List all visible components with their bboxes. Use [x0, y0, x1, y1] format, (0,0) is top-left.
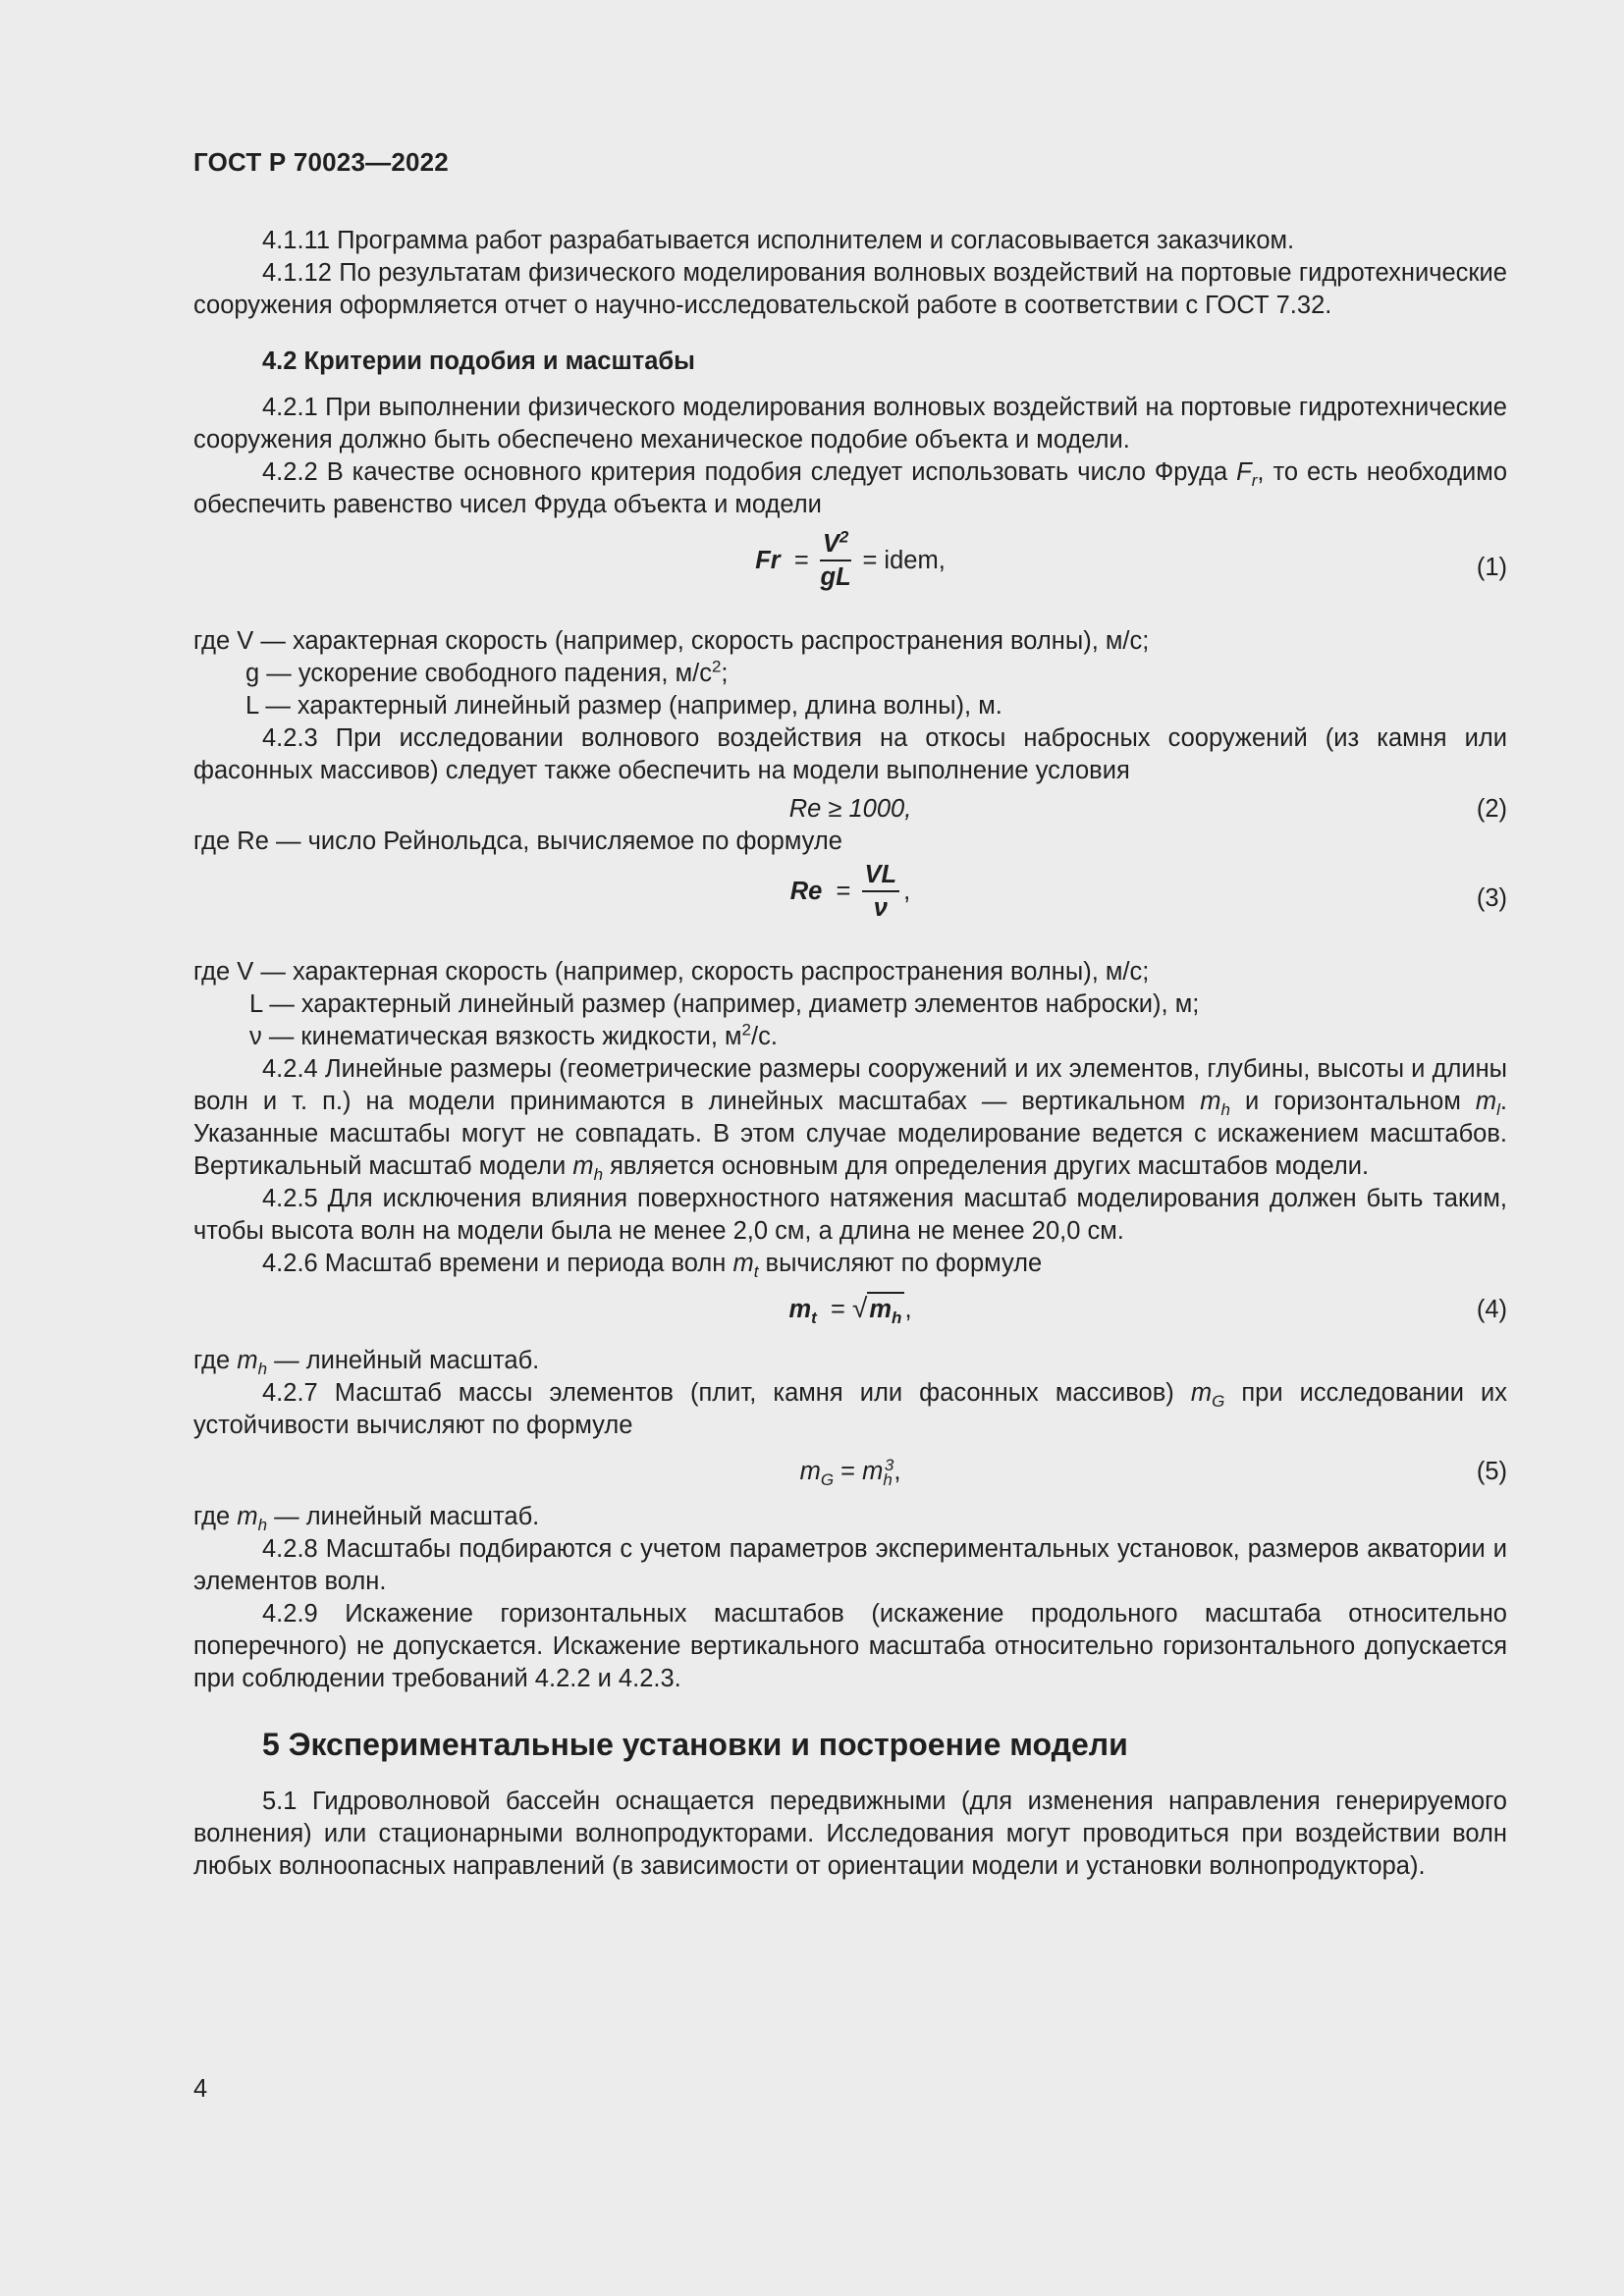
where-v-1: где V — характерная скорость (например, скорость распространения волны), м/с;	[193, 627, 1150, 655]
where-re: где Re — число Рейнольдса, вычисляемое по формуле	[193, 828, 842, 855]
formula-1: Fr = $\frac{V^2}{gL}$ = idem, (1)	[755, 527, 1507, 591]
where-l-3: L — характерный линейный размер (например, диаметр элементов наброски), м;	[249, 990, 1200, 1018]
paragraph-4-2-9: 4.2.9 Искажение горизонтальных масштабов (искажение продольного масштаба относительно поперечного) не допускается. Искажение вертикального масштаба относительно горизонтального допускается при соблюдении требований 4.2.2 и 4.2.3.	[193, 1600, 1507, 1692]
formula-number-3: (3)	[1476, 884, 1507, 912]
section-heading-5: 5 Экспериментальные установки и построение модели	[262, 1727, 1128, 1762]
paragraph-4-1-12: 4.1.12 По результатам физического моделирования волновых воздействий на портовые гидротехнические сооружения оформляется отчет о научно-исследовательской работе в соответствии с ГОСТ 7.32.	[193, 259, 1507, 319]
where-mh-5: где $m_h$ — линейный масштаб.	[193, 1503, 540, 1535]
formula-number-1: (1)	[1476, 554, 1507, 581]
formula-number-4: (4)	[1476, 1296, 1507, 1323]
document-body	[193, 225, 1507, 1883]
where-g-1: g — ускорение свободного падения, $м/с^2$;	[245, 657, 729, 687]
paragraph-4-2-7: 4.2.7 Масштаб массы элементов (плит, камня или фасонных массивов) $m_G$ при исследовании их устойчивости вычисляют по формуле	[193, 1379, 1508, 1439]
document-header: ГОСТ Р 70023—2022	[193, 147, 449, 177]
where-l-1: L — характерный линейный размер (например, длина волны), м.	[245, 692, 1002, 720]
paragraph-4-2-3: 4.2.3 При исследовании волнового воздействия на откосы набросных сооружений (из камня или фасонных массивов) следует также обеспечить на модели выполнение условия	[193, 724, 1507, 784]
where-v-3: где V — характерная скорость (например, скорость распространения волны), м/с;	[193, 958, 1150, 986]
paragraph-4-2-2: 4.2.2 В качестве основного критерия подобия следует использовать число Фруда $F_r$, то есть необходимо обеспечить равенство чисел Фруда объекта и модели	[193, 458, 1507, 518]
section-heading-4-2: 4.2 Критерии подобия и масштабы	[262, 347, 695, 375]
paragraph-5-1: 5.1 Гидроволновой бассейн оснащается передвижными (для изменения направления генерируемого волнения) или стационарными волнопродукторами. Исследования могут проводиться при воздействии волн любых волноопасных направлений (в зависимости от ориентации модели и установки волнопродуктора).	[193, 1788, 1507, 1880]
paragraph-4-2-8: 4.2.8 Масштабы подбираются с учетом параметров экспериментальных установок, размеров акватории и элементов волн.	[193, 1535, 1507, 1595]
paragraph-4-2-5: 4.2.5 Для исключения влияния поверхностного натяжения масштаб моделирования должен быть таким, чтобы высота волн на модели была не менее 2,0 см, а длина не менее 20,0 см.	[193, 1185, 1507, 1245]
formula-3: Re = $\frac{VL}{\nu}$ , (3)	[789, 861, 1507, 922]
formula-4: $m_t = √m_h$ , (4)	[788, 1293, 1507, 1328]
page-number: 4	[193, 2075, 208, 2103]
paragraph-4-2-6: 4.2.6 Масштаб времени и периода волн $m_t$ вычисляют по формуле	[262, 1250, 1043, 1282]
where-mh-4: где $m_h$ — линейный масштаб.	[193, 1347, 540, 1379]
paragraph-4-2-1: 4.2.1 При выполнении физического моделирования волновых воздействий на портовые гидротехнические сооружения должно быть обеспечено механическое подобие объекта и модели.	[193, 394, 1507, 454]
where-nu-3: ν — кинематическая вязкость жидкости, $м^2/с$.	[249, 1020, 778, 1050]
formula-5: $m_G = m_h^3$, (5)	[799, 1455, 1507, 1490]
paragraph-4-1-11: 4.1.11 Программа работ разрабатывается исполнителем и согласовывается заказчиком.	[262, 227, 1295, 254]
paragraph-4-2-4: 4.2.4 Линейные размеры (геометрические размеры сооружений и их элементов, глубины, высоты и длины волн и т. п.) на модели принимаются в линейных масштабах — вертикальном $m_h$ и горизонтальном $m_l$. Указанные масштабы могут не совпадать. В этом случае моделирование ведется с искажением масштабов. Вертикальный масштаб модели $m_h$ является основным для определения других масштабов модели.	[193, 1055, 1507, 1185]
formula-number-5: (5)	[1476, 1458, 1507, 1485]
formula-2: Re ≥ 1000, (2)	[193, 793, 1507, 826]
formula-number-2: (2)	[1476, 795, 1507, 823]
